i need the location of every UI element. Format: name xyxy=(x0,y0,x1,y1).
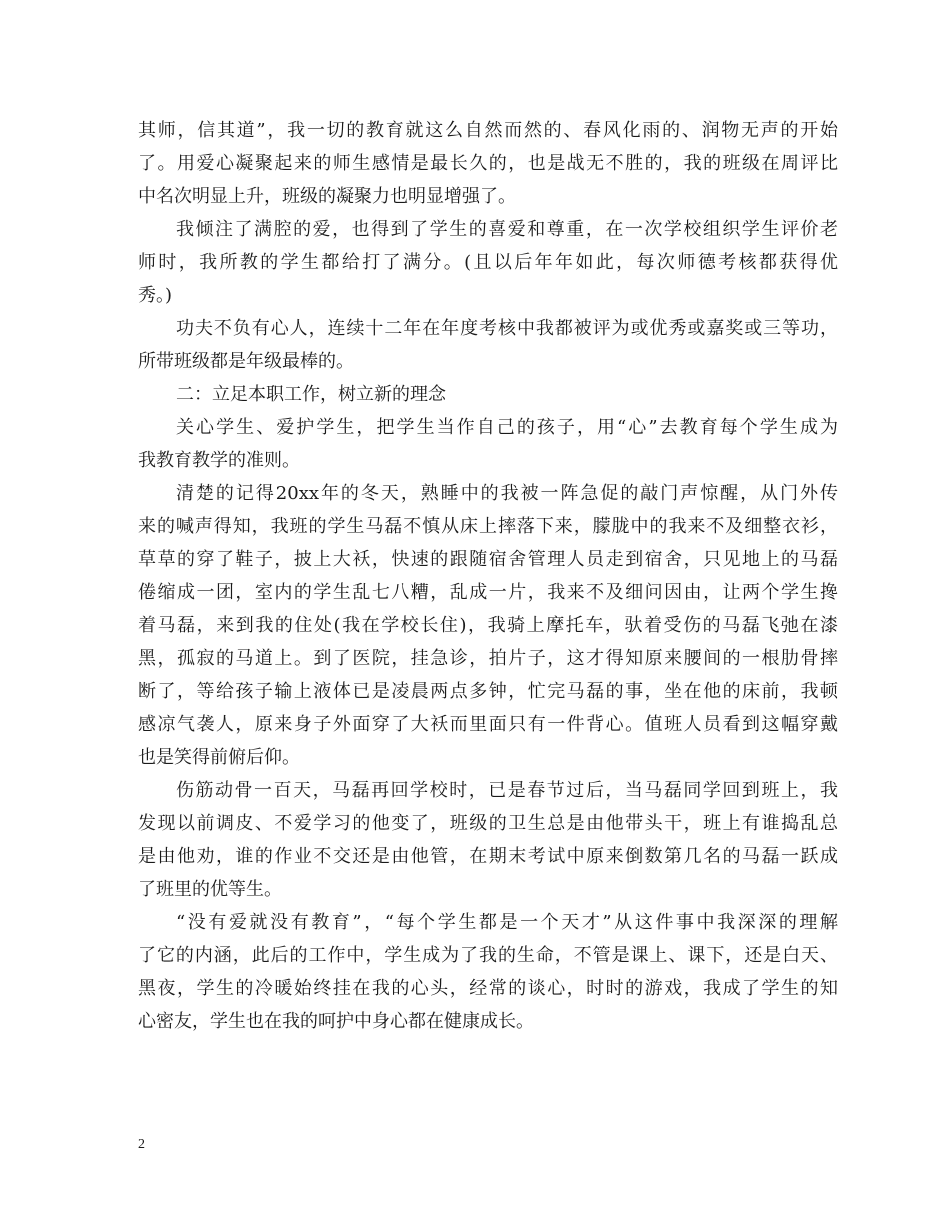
document-body xyxy=(138,114,838,1038)
text-line: 我倾注了满腔的爱，也得到了学生的喜爱和尊重，在一次学校组织学生评价老 xyxy=(176,219,838,240)
text-line: 我教育教学的准则。 xyxy=(138,450,300,471)
paragraph-no-love-no-education xyxy=(138,906,838,1038)
text-line: 也是笑得前俯后仰。 xyxy=(138,747,300,768)
text-line: 心密友，学生也在我的呵护中身心都在健康成长。 xyxy=(138,1011,534,1032)
text-line: 来的喊声得知，我班的学生马磊不慎从床上摔落下来，朦胧中的我来不及细整衣衫， xyxy=(138,516,838,537)
text-line: 关心学生、爱护学生，把学生当作自己的孩子，用“心”去教育每个学生成为 xyxy=(176,417,838,438)
text-line: 感凉气袭人，原来身子外面穿了大袄而里面只有一件背心。值班人员看到这幅穿戴 xyxy=(138,714,838,735)
paragraph-winter-story xyxy=(138,477,838,774)
text-line: “没有爱就没有教育”，“每个学生都是一个天才”从这件事中我深深的理解 xyxy=(176,912,838,933)
text-line: 了它的内涵，此后的工作中，学生成为了我的生命，不管是课上、课下，还是白天、 xyxy=(138,945,838,966)
text-line: 断了，等给孩子输上液体已是凌晨两点多钟，忙完马磊的事，坐在他的床前，我顿 xyxy=(138,681,838,702)
page-number: 2 xyxy=(138,1137,145,1152)
text-line: 秀。) xyxy=(138,285,173,306)
text-line: 发现以前调皮、不爱学习的他变了，班级的卫生总是由他带头干，班上有谁捣乱总 xyxy=(138,813,838,834)
text-line: 是由他劝，谁的作业不交还是由他管，在期末考试中原来倒数第几名的马磊一跃成 xyxy=(138,846,838,867)
paragraph-care-for-students xyxy=(138,411,838,477)
text-line: 了。用爱心凝聚起来的师生感情是最长久的，也是战无不胜的，我的班级在周评比 xyxy=(138,153,838,174)
text-line: 倦缩成一团，室内的学生乱七八糟，乱成一片，我来不及细问因由，让两个学生搀 xyxy=(138,582,838,603)
heading-text: 二：立足本职工作，树立新的理念 xyxy=(176,384,446,405)
paragraph-continuation xyxy=(138,114,838,213)
text-line: 黑夜，学生的冷暖始终挂在我的心头，经常的谈心，时时的游戏，我成了学生的知 xyxy=(138,978,838,999)
text-line: 着马磊，来到我的住处(我在学校长住)，我骑上摩托车，驮着受伤的马磊飞弛在漆 xyxy=(138,615,838,636)
text-line: 所带班级都是年级最棒的。 xyxy=(138,351,354,372)
text-line: 其师，信其道”，我一切的教育就这么自然而然的、春风化雨的、润物无声的开始 xyxy=(138,120,838,141)
text-line: 中名次明显上升，班级的凝聚力也明显增强了。 xyxy=(138,186,516,207)
paragraph-love-and-respect xyxy=(138,213,838,312)
section-heading xyxy=(138,378,838,411)
text-line: 草草的穿了鞋子，披上大袄，快速的跟随宿舍管理人员走到宿舍，只见地上的马磊 xyxy=(138,549,838,570)
text-line: 了班里的优等生。 xyxy=(138,879,282,900)
paragraph-annual-review xyxy=(138,312,838,378)
paragraph-recovery xyxy=(138,774,838,906)
text-line: 清楚的记得20xx年的冬天，熟睡中的我被一阵急促的敲门声惊醒，从门外传 xyxy=(176,483,838,504)
text-line: 师时，我所教的学生都给打了满分。(且以后年年如此，每次师德考核都获得优 xyxy=(138,252,838,273)
text-line: 伤筋动骨一百天，马磊再回学校时，已是春节过后，当马磊同学回到班上，我 xyxy=(176,780,838,801)
text-line: 功夫不负有心人，连续十二年在年度考核中我都被评为或优秀或嘉奖或三等功， xyxy=(176,318,838,339)
text-line: 黑，孤寂的马道上。到了医院，挂急诊，拍片子，这才得知原来腰间的一根肋骨摔 xyxy=(138,648,838,669)
